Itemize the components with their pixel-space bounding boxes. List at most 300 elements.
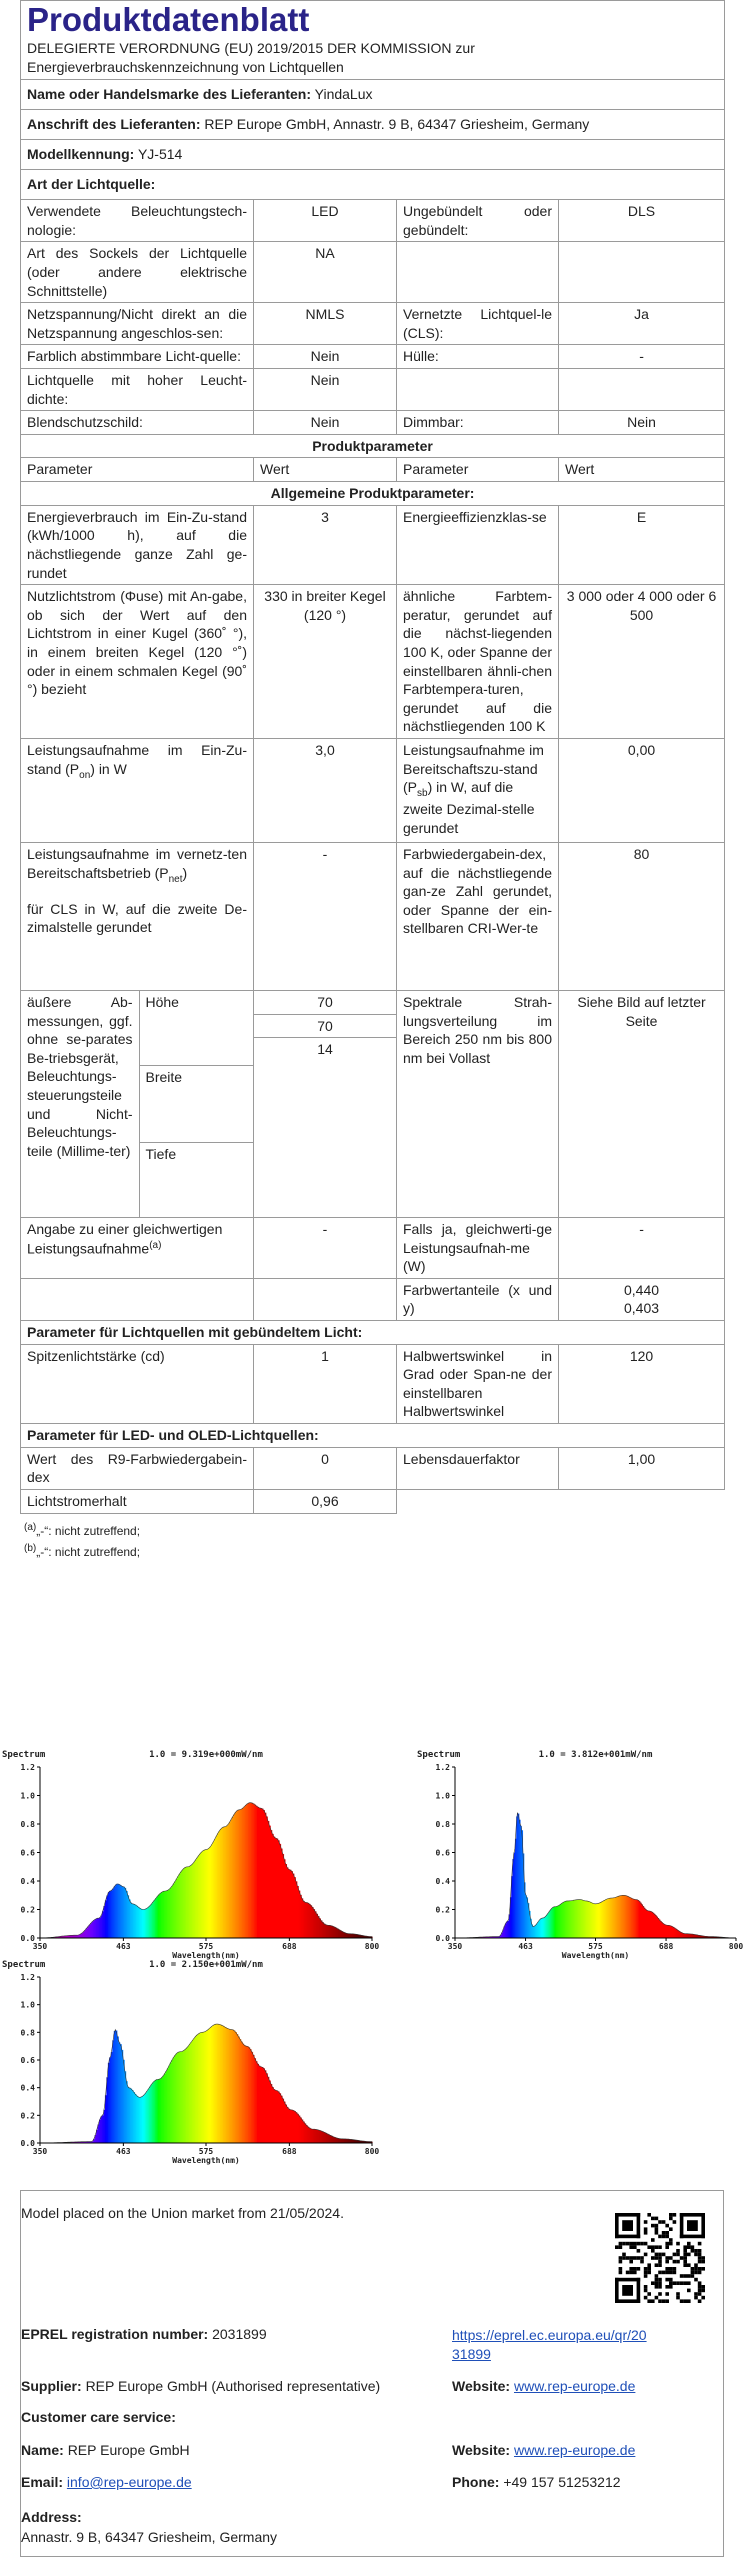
x-tick-label: 350 bbox=[447, 1942, 463, 1951]
supplier-row bbox=[21, 2378, 380, 2394]
data-point bbox=[623, 1894, 625, 1896]
data-point bbox=[165, 1890, 167, 1892]
qr-module bbox=[698, 2267, 702, 2271]
networked-standby-sub: net bbox=[168, 873, 183, 885]
qr-module bbox=[655, 2253, 659, 2257]
data-point bbox=[517, 1812, 519, 1814]
data-point bbox=[327, 1924, 329, 1926]
directional-parameters-heading: Parameter für Lichtquellen mit gebündeltem Licht: bbox=[21, 1321, 725, 1345]
data-point bbox=[342, 2138, 344, 2140]
y-tick-label: 0.4 bbox=[20, 1877, 35, 1886]
x-axis-label: Wavelength(nm) bbox=[561, 1951, 630, 1960]
qr-module bbox=[644, 2227, 648, 2231]
footnote-a-label: (a) bbox=[24, 1521, 37, 1533]
data-point bbox=[498, 1936, 500, 1938]
qr-module bbox=[651, 2249, 655, 2253]
y-tick-label: 0.0 bbox=[435, 1934, 450, 1943]
qr-module bbox=[647, 2245, 651, 2249]
y-tick-label: 0.8 bbox=[435, 1820, 450, 1829]
data-point bbox=[224, 1826, 226, 1828]
care-website-row bbox=[452, 2442, 635, 2458]
width-label: Breite bbox=[139, 1066, 253, 1142]
qr-module bbox=[658, 2263, 662, 2267]
qr-module bbox=[673, 2281, 677, 2285]
qr-module bbox=[698, 2281, 702, 2285]
depth-value: 14 bbox=[317, 1041, 333, 1058]
y-tick-label: 0.2 bbox=[435, 1905, 450, 1915]
x-tick-label: 575 bbox=[198, 2147, 214, 2156]
qr-module bbox=[658, 2278, 662, 2282]
qr-module bbox=[694, 2296, 698, 2300]
qr-module bbox=[691, 2274, 695, 2278]
technology-label: Verwendete Beleuchtungstech-nologie: bbox=[21, 200, 254, 242]
qr-module bbox=[644, 2220, 648, 2224]
qr-module bbox=[644, 2242, 648, 2246]
supplier-name-row bbox=[21, 80, 725, 110]
qr-module bbox=[615, 2245, 619, 2249]
data-point bbox=[289, 1869, 291, 1871]
on-mode-power-text: Leistungsaufnahme im Ein-Zu-stand (P bbox=[27, 742, 247, 777]
qr-module bbox=[683, 2256, 687, 2260]
dimensions-cell bbox=[21, 991, 254, 1218]
care-website-link[interactable]: www.rep-europe.de bbox=[513, 2442, 636, 2458]
equivalent-power-claim-value: - bbox=[254, 1218, 397, 1279]
qr-module bbox=[701, 2289, 705, 2293]
eprel-link-line-2[interactable]: 31899 bbox=[452, 2345, 491, 2362]
col-header-parameter: Parameter bbox=[21, 458, 254, 482]
qr-module bbox=[644, 2274, 648, 2278]
qr-module bbox=[680, 2281, 684, 2285]
qr-finder bbox=[615, 2213, 640, 2217]
qr-module bbox=[687, 2289, 691, 2293]
standby-power-label bbox=[397, 739, 559, 843]
qr-module bbox=[629, 2271, 633, 2275]
qr-module bbox=[665, 2235, 669, 2239]
qr-module bbox=[669, 2227, 673, 2231]
qr-module bbox=[694, 2249, 698, 2253]
qr-module bbox=[698, 2299, 702, 2303]
qr-module bbox=[698, 2289, 702, 2293]
qr-module bbox=[669, 2285, 673, 2289]
mains-label: Netzspannung/Nicht direkt an die Netzspannung angeschlos-sen: bbox=[21, 303, 254, 345]
qr-module bbox=[680, 2299, 684, 2303]
qr-module bbox=[698, 2253, 702, 2257]
qr-code[interactable] bbox=[615, 2213, 705, 2303]
qr-module bbox=[687, 2281, 691, 2285]
qr-module bbox=[673, 2260, 677, 2264]
cap-type-label: Art des Sockels der Lichtquelle (oder andere elektrische Schnittstelle) bbox=[21, 242, 254, 303]
data-point bbox=[567, 1900, 569, 1902]
y-tick-label: 1.2 bbox=[20, 1973, 35, 1982]
x-tick-label: 350 bbox=[32, 2147, 48, 2156]
data-point bbox=[610, 1897, 612, 1899]
qr-module bbox=[651, 2299, 655, 2303]
equivalent-power-claim-text: Angabe zu einer gleichwertigen Leistungsaufnahme bbox=[27, 1221, 223, 1257]
data-point bbox=[554, 1906, 556, 1908]
qr-module bbox=[629, 2256, 633, 2260]
qr-module bbox=[669, 2281, 673, 2285]
qr-module bbox=[658, 2235, 662, 2239]
general-parameters-heading: Allgemeine Produktparameter: bbox=[21, 482, 725, 506]
supplier-address-row bbox=[21, 110, 725, 140]
y-tick-label: 0.6 bbox=[435, 1848, 450, 1858]
qr-module bbox=[640, 2242, 644, 2246]
qr-module bbox=[629, 2267, 633, 2271]
networked-standby-cls-text: für CLS in W, auf die zweite De-zimalstelle gerundet bbox=[27, 900, 247, 936]
networked-standby-text-end: ) bbox=[182, 864, 188, 881]
qr-module bbox=[633, 2267, 637, 2271]
qr-finder bbox=[615, 2213, 619, 2238]
supplier-address-label: Anschrift des Lieferanten: bbox=[27, 116, 201, 133]
qr-module bbox=[633, 2271, 637, 2275]
qr-module bbox=[644, 2285, 648, 2289]
y-tick-label: 1.0 bbox=[20, 2000, 35, 2010]
eprel-row bbox=[21, 2326, 267, 2342]
qr-module bbox=[669, 2217, 673, 2221]
qr-module bbox=[701, 2285, 705, 2289]
data-point bbox=[119, 2043, 121, 2045]
data-point bbox=[261, 1808, 263, 1810]
address-label: Address: bbox=[21, 2509, 82, 2525]
qr-module bbox=[651, 2238, 655, 2242]
qr-module bbox=[698, 2256, 702, 2260]
empty-cell bbox=[559, 1489, 725, 1513]
qr-module bbox=[676, 2242, 680, 2246]
r9-label: Wert des R9-Farbwiedergabein-dex bbox=[21, 1447, 254, 1489]
datasheet bbox=[20, 0, 724, 1562]
qr-module bbox=[626, 2242, 630, 2246]
address-value: Annastr. 9 B, 64347 Griesheim, Germany bbox=[21, 2529, 278, 2545]
x-tick-label: 688 bbox=[282, 2147, 297, 2156]
qr-module bbox=[694, 2267, 698, 2271]
qr-module bbox=[687, 2299, 691, 2303]
cap-type-value: NA bbox=[254, 242, 397, 303]
height-label: Höhe bbox=[139, 991, 253, 1066]
networked-standby-label bbox=[21, 843, 254, 991]
data-point bbox=[371, 1936, 373, 1938]
data-point bbox=[710, 1936, 712, 1938]
qr-module bbox=[637, 2256, 641, 2260]
chart-title: 1.0 = 3.812e+001mW/nm bbox=[538, 1750, 653, 1760]
qr-module bbox=[651, 2256, 655, 2260]
chart-title: 1.0 = 9.319e+000mW/nm bbox=[149, 1750, 263, 1760]
dimensions-values-cell bbox=[254, 991, 397, 1218]
qr-module bbox=[651, 2245, 655, 2249]
qr-module bbox=[691, 2267, 695, 2271]
email-label: Email: bbox=[21, 2474, 64, 2490]
market-date-text: Model placed on the Union market from 21/05/2024. bbox=[21, 2205, 344, 2221]
eprel-link-line-1[interactable]: https://eprel.ec.europa.eu/qr/20 bbox=[452, 2327, 647, 2343]
data-point bbox=[542, 1917, 544, 1919]
qr-finder bbox=[680, 2213, 684, 2238]
qr-module bbox=[673, 2253, 677, 2257]
focused-value: DLS bbox=[559, 200, 725, 242]
empty-cell bbox=[397, 369, 559, 411]
x-tick-label: 575 bbox=[588, 1942, 603, 1951]
spectrum-chart-3 bbox=[2, 1960, 379, 2165]
chromaticity-value bbox=[559, 1278, 725, 1320]
beam-angle-label: Halbwertswinkel in Grad oder Span-ne der einstellbaren Halbwertswinkel bbox=[397, 1344, 559, 1423]
qr-module bbox=[644, 2296, 648, 2300]
qr-module bbox=[626, 2256, 630, 2260]
qr-module bbox=[655, 2256, 659, 2260]
data-point bbox=[685, 1933, 687, 1935]
qr-module bbox=[644, 2231, 648, 2235]
qr-module bbox=[669, 2278, 673, 2282]
data-point bbox=[142, 1909, 144, 1911]
qr-module bbox=[683, 2274, 687, 2278]
qr-module bbox=[658, 2281, 662, 2285]
beam-angle-value: 120 bbox=[559, 1344, 725, 1423]
care-name-label: Name: bbox=[21, 2442, 64, 2458]
y-axis-label: Spectrum bbox=[2, 1960, 46, 1970]
qr-module bbox=[669, 2242, 673, 2246]
chromaticity-y: 0,403 bbox=[624, 1300, 660, 1317]
footnote-b-text: „-“: nicht zutreffend; bbox=[36, 1544, 141, 1559]
energy-consumption-value: 3 bbox=[254, 505, 397, 584]
x-tick-label: 800 bbox=[364, 2147, 380, 2156]
website-label: Website: bbox=[452, 2378, 511, 2394]
footnote-b bbox=[24, 1541, 724, 1562]
qr-finder bbox=[680, 2213, 705, 2217]
qr-module bbox=[687, 2274, 691, 2278]
qr-module bbox=[665, 2285, 669, 2289]
qr-module bbox=[637, 2267, 641, 2271]
qr-module bbox=[683, 2245, 687, 2249]
data-point bbox=[635, 1899, 637, 1901]
qr-module bbox=[669, 2267, 673, 2271]
qr-module bbox=[637, 2242, 641, 2246]
on-mode-power-sub: on bbox=[79, 769, 91, 781]
x-axis-label: Wavelength(nm) bbox=[172, 1951, 240, 1960]
qr-module bbox=[619, 2267, 623, 2271]
x-tick-label: 350 bbox=[32, 1942, 48, 1951]
care-name-value: REP Europe GmbH bbox=[67, 2442, 190, 2458]
qr-module bbox=[619, 2242, 623, 2246]
qr-module bbox=[665, 2271, 669, 2275]
connected-label: Vernetzte Lichtquel-le (CLS): bbox=[397, 303, 559, 345]
y-tick-label: 0.4 bbox=[20, 2083, 35, 2093]
data-point bbox=[238, 1809, 240, 1811]
standby-power-text-end: ) in W, auf die zweite Dezimal-stelle gerundet bbox=[403, 779, 535, 836]
y-tick-label: 1.2 bbox=[20, 1763, 35, 1772]
y-tick-label: 0.0 bbox=[20, 2139, 35, 2148]
qr-module bbox=[619, 2260, 623, 2264]
qr-module bbox=[662, 2235, 666, 2239]
qr-finder bbox=[701, 2213, 705, 2238]
eprel-link[interactable] bbox=[452, 2326, 647, 2364]
data-point bbox=[579, 1899, 581, 1901]
col-header-parameter-2: Parameter bbox=[397, 458, 559, 482]
networked-standby-value: - bbox=[254, 843, 397, 991]
qr-module bbox=[665, 2260, 669, 2264]
qr-module bbox=[619, 2245, 623, 2249]
depth-label: Tiefe bbox=[145, 1145, 177, 1162]
qr-module bbox=[698, 2260, 702, 2264]
qr-module bbox=[662, 2231, 666, 2235]
qr-module bbox=[655, 2281, 659, 2285]
qr-module bbox=[665, 2267, 669, 2271]
data-point bbox=[246, 2045, 248, 2047]
empty-cell bbox=[21, 1278, 254, 1320]
qr-module bbox=[673, 2220, 677, 2224]
data-point bbox=[117, 1883, 119, 1885]
qr-module bbox=[629, 2260, 633, 2264]
footnotes bbox=[20, 1520, 724, 1562]
qr-finder bbox=[637, 2213, 641, 2238]
data-point bbox=[249, 1802, 251, 1804]
qr-module bbox=[655, 2274, 659, 2278]
qr-finder bbox=[637, 2278, 641, 2303]
qr-module bbox=[644, 2289, 648, 2293]
model-row bbox=[21, 140, 725, 170]
qr-module bbox=[629, 2245, 633, 2249]
eprel-label: EPREL registration number: bbox=[21, 2326, 209, 2342]
empty-cell bbox=[397, 242, 559, 303]
qr-module bbox=[662, 2253, 666, 2257]
qr-module bbox=[669, 2256, 673, 2260]
data-point bbox=[114, 2029, 116, 2031]
data-point bbox=[525, 1894, 527, 1896]
product-parameters-heading: Produktparameter bbox=[21, 434, 725, 458]
data-point bbox=[312, 2128, 314, 2130]
qr-module bbox=[665, 2256, 669, 2260]
data-point bbox=[305, 1902, 307, 1904]
equivalent-power-claim-label bbox=[21, 1218, 254, 1279]
dimmable-label: Dimmbar: bbox=[397, 411, 559, 435]
data-point bbox=[595, 1903, 597, 1905]
supplier-value: REP Europe GmbH (Authorised representative) bbox=[85, 2378, 381, 2394]
y-tick-label: 1.2 bbox=[435, 1763, 450, 1772]
data-point bbox=[179, 2051, 181, 2053]
mains-value: NMLS bbox=[254, 303, 397, 345]
qr-module bbox=[658, 2299, 662, 2303]
data-point bbox=[261, 2066, 263, 2068]
qr-module bbox=[665, 2224, 669, 2228]
qr-module bbox=[673, 2271, 677, 2275]
spectrum-chart-1 bbox=[2, 1750, 379, 1960]
technology-value: LED bbox=[254, 200, 397, 242]
regulation-line-2: Energieverbrauchskennzeichnung von Lichtquellen bbox=[27, 58, 344, 75]
qr-module bbox=[655, 2263, 659, 2267]
qr-module bbox=[644, 2271, 648, 2275]
lumen-maintenance-label: Lichtstromerhalt bbox=[21, 1489, 254, 1513]
qr-module bbox=[687, 2263, 691, 2267]
cct-label: ähnliche Farbtem-peratur, gerundet auf die nächst-liegenden 100 K, oder Spanne der einstellbaren ähnli-chen Farbtempera-turen, gerundet auf die nächstliegenden 100 K bbox=[397, 585, 559, 739]
standby-power-sub: sb bbox=[417, 788, 428, 800]
qr-module bbox=[655, 2285, 659, 2289]
model-label: Modellkennung: bbox=[27, 146, 135, 163]
energy-class-label: Energieeffizienzklas-se bbox=[397, 505, 559, 584]
data-point bbox=[520, 1826, 522, 1828]
qr-module bbox=[665, 2245, 669, 2249]
qr-finder bbox=[622, 2285, 633, 2296]
data-point bbox=[275, 1837, 277, 1839]
high-luminance-value: Nein bbox=[254, 369, 397, 411]
qr-module bbox=[701, 2256, 705, 2260]
data-point bbox=[205, 1849, 207, 1851]
qr-module bbox=[669, 2238, 673, 2242]
colour-tunable-label: Farblich abstimmbare Licht-quelle: bbox=[21, 345, 254, 369]
data-point bbox=[131, 1903, 133, 1905]
energy-class-value: E bbox=[559, 505, 725, 584]
qr-module bbox=[619, 2271, 623, 2275]
supplier-address-value: REP Europe GmbH, Annastr. 9 B, 64347 Griesheim, Germany bbox=[204, 116, 590, 133]
empty-cell bbox=[254, 1278, 397, 1320]
qr-module bbox=[651, 2217, 655, 2221]
y-tick-label: 0.0 bbox=[20, 1934, 35, 1943]
qr-module bbox=[658, 2260, 662, 2264]
data-point bbox=[231, 2029, 233, 2031]
data-point bbox=[532, 1926, 534, 1928]
y-axis-label: Spectrum bbox=[417, 1750, 461, 1760]
qr-module bbox=[651, 2281, 655, 2285]
qr-module bbox=[647, 2213, 651, 2217]
qr-module bbox=[676, 2296, 680, 2300]
useful-flux-label: Nutzlichtstrom (Φuse) mit An-gabe, ob sich der Wert auf den Lichtstrom in einer Kugel (360˚ °), in einem breiten Kegel (120 °˚) oder in einem schmalen Kegel (90˚ °) bezieht bbox=[21, 585, 254, 739]
data-point bbox=[275, 2090, 277, 2092]
spectral-distribution-value: Siehe Bild auf letzter Seite bbox=[559, 991, 725, 1218]
qr-finder bbox=[680, 2235, 705, 2239]
colour-tunable-value: Nein bbox=[254, 345, 397, 369]
qr-module bbox=[694, 2271, 698, 2275]
anti-glare-value: Nein bbox=[254, 411, 397, 435]
footnote-b-label: (b) bbox=[24, 1542, 37, 1554]
qr-module bbox=[701, 2267, 705, 2271]
regulation-line-1: DELEGIERTE VERORDNUNG (EU) 2019/2015 DER KOMMISSION zur bbox=[27, 39, 475, 56]
y-tick-label: 0.2 bbox=[20, 1905, 35, 1915]
email-link[interactable]: info@rep-europe.de bbox=[66, 2474, 192, 2490]
header-cell bbox=[21, 1, 725, 80]
x-tick-label: 688 bbox=[658, 1942, 674, 1951]
qr-module bbox=[683, 2281, 687, 2285]
qr-module bbox=[640, 2260, 644, 2264]
qr-module bbox=[644, 2267, 648, 2271]
data-point bbox=[371, 2141, 373, 2143]
phone-label: Phone: bbox=[452, 2474, 500, 2490]
y-tick-label: 0.6 bbox=[20, 1848, 35, 1858]
qr-module bbox=[626, 2271, 630, 2275]
qr-module bbox=[655, 2217, 659, 2221]
data-point bbox=[290, 2109, 292, 2111]
spectral-distribution-label: Spektrale Strah-lungsverteilung im Bereich 250 nm bis 800 nm bei Vollast bbox=[397, 991, 559, 1218]
qr-module bbox=[662, 2271, 666, 2275]
qr-module bbox=[698, 2285, 702, 2289]
qr-module bbox=[673, 2267, 677, 2271]
footnote-a-text: „-“: nicht zutreffend; bbox=[36, 1523, 141, 1538]
energy-consumption-label: Energieverbrauch im Ein-Zu-stand (kWh/1000 h), auf die nächstliegende ganze Zahl ge-rundet bbox=[21, 505, 254, 584]
data-point bbox=[102, 2115, 104, 2117]
footnote-a-marker: (a) bbox=[149, 1239, 162, 1251]
qr-module bbox=[683, 2253, 687, 2257]
qr-finder bbox=[615, 2235, 640, 2239]
qr-module bbox=[683, 2299, 687, 2303]
website-link[interactable]: www.rep-europe.de bbox=[513, 2378, 636, 2394]
focused-label: Ungebündelt oder gebündelt: bbox=[397, 200, 559, 242]
dimensions-label: äußere Ab-messungen, ggf. ohne se-parates Be-triebsgerät, Beleuchtungs-steuerungsteile und Nicht-Beleuchtungs-teile (Millime-ter) bbox=[21, 991, 139, 1217]
y-axis-label: Spectrum bbox=[2, 1750, 46, 1760]
data-point bbox=[667, 1924, 669, 1926]
data-point bbox=[585, 1900, 587, 1902]
qr-module bbox=[655, 2231, 659, 2235]
qr-finder bbox=[615, 2299, 640, 2303]
qr-module bbox=[701, 2260, 705, 2264]
qr-module bbox=[691, 2249, 695, 2253]
equivalent-power-value: - bbox=[559, 1218, 725, 1279]
chart-title: 1.0 = 2.150e+001mW/nm bbox=[149, 1960, 263, 1970]
qr-module bbox=[640, 2256, 644, 2260]
height-value: 70 bbox=[254, 991, 396, 1015]
